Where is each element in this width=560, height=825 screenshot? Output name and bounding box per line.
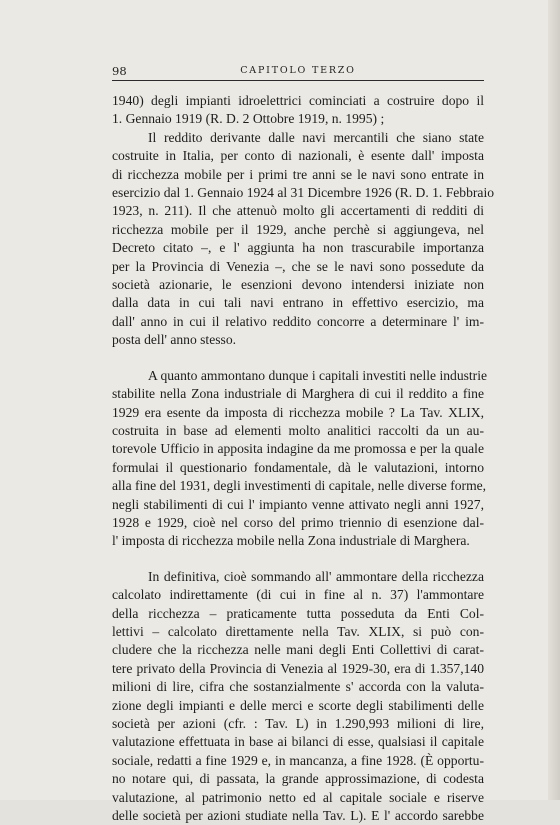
paragraph [112,568,484,825]
text-line: 1923, n. 211). Il che attenuò molto gli accertamenti di redditi di [112,203,484,219]
text-line: delle società per azioni studiate nella Tav. L). E l' accordo sarebbe [112,808,484,824]
text-line: società per azioni (cfr. : Tav. L) in 1.290,993 milioni di lire, [112,716,484,731]
paragraph [112,367,488,551]
text-line: In definitiva, cioè sommando all' ammontare della ricchezza [148,568,484,584]
text-line: esercizio dal 1. Gennaio 1924 al 31 Dicembre 1926 (R. D. 1. Febbraio [112,185,495,201]
text-line: di ricchezza mobile per i primi tre anni se le navi sono entrate in [112,166,484,182]
text-line: valutazione, al patrimonio netto ed al capitale sociale e riserve [112,789,484,805]
text-line: cludere che la ricchezza nelle mani degli Enti Collettivi di carat- [112,642,484,658]
text-line: Il reddito derivante dalle navi mercantili che siano state [148,129,484,145]
text-line: torevole Ufficio in apposita indagine da me promossa e per la quale [112,441,484,457]
text-line: posta dell' anno stesso. [112,332,237,348]
text-line: stabilite nella Zona industriale di Marghera di cui il reddito a fine [112,386,484,402]
text-line: della ricchezza – praticamente tutta posseduta da Enti Col- [112,605,484,621]
text-line: dalla data in cui tali navi entrano in effettivo esercizio, ma [112,295,484,311]
text-line: zione degli impianti e delle merci e scorte degli stabilimenti delle [112,697,484,713]
text-line: 1928 e 1929, cioè nel corso del primo triennio di esenzione dal- [112,514,484,530]
text-line: milioni di lire, cifra che sostanzialmente s' accorda con la valuta- [112,679,484,695]
text-line: per la Provincia di Venezia –, che se le navi sono possedute da [112,258,484,274]
text-line: società azionarie, le esenzioni devono intendersi iniziate non [112,277,484,293]
text-line: formulai il questionario fondamentale, dà le valutazioni, intorno [112,459,484,475]
text-line: valutazione effettuata in base ai bilanci di esse, qualsiasi il capitale [112,734,484,750]
text-line: tere privato della Provincia di Venezia al 1929-30, era di 1.357,140 [112,660,484,676]
page-header [112,62,484,81]
text-line: Decreto citato –, e l' aggiunta ha non trascurabile importanza [112,240,484,256]
text-line: negli stabilimenti di cui l' impianto venne attivato negli anni 1927, [112,496,484,512]
text-line: ricchezza mobile per il 1929, anche perchè si aggiungeva, nel [112,221,484,237]
text-line: lettivi – calcolato direttamente nella Tav. XLIX, si può con- [112,623,484,639]
text-line: 1929 era esente da imposta di ricchezza mobile ? La Tav. XLIX, [112,404,484,420]
body-text [112,92,495,825]
text-line: A quanto ammontano dunque i capitali investiti nelle industrie [148,367,488,383]
text-line: l' imposta di ricchezza mobile nella Zona industriale di Marghera. [112,533,470,549]
text-line: 1940) degli impianti idroelettrici cominciati a costruire dopo il [112,93,484,108]
page-edge-shadow [548,0,560,800]
running-head: CAPITOLO TERZO [240,65,356,76]
text-line: alla fine del 1931, degli investimenti di capitale, nelle diverse forme, [112,478,487,494]
text-line: costruita in base ad elementi molto analitici raccolti da un au- [112,422,484,438]
paragraph [112,129,495,350]
page-number: 98 [112,64,127,78]
text-line: calcolato indirettamente (di cui in fine al n. 37) l'ammontare [112,587,484,603]
paragraph [112,92,484,129]
text-line: dall' anno in cui il relativo reddito concorre a determinare l' im- [112,313,484,329]
text-line: sociale, redatti a fine 1929 e, in mancanza, a fine 1928. (È opportu- [112,752,484,768]
text-line: 1. Gennaio 1919 (R. D. 2 Ottobre 1919, n. 1995) ; [112,111,385,127]
text-line: no notare qui, di passata, la grande approssimazione, di codesta [112,771,484,787]
text-line: costruite in Italia, per conto di nazionali, è esente dall' imposta [112,148,484,164]
